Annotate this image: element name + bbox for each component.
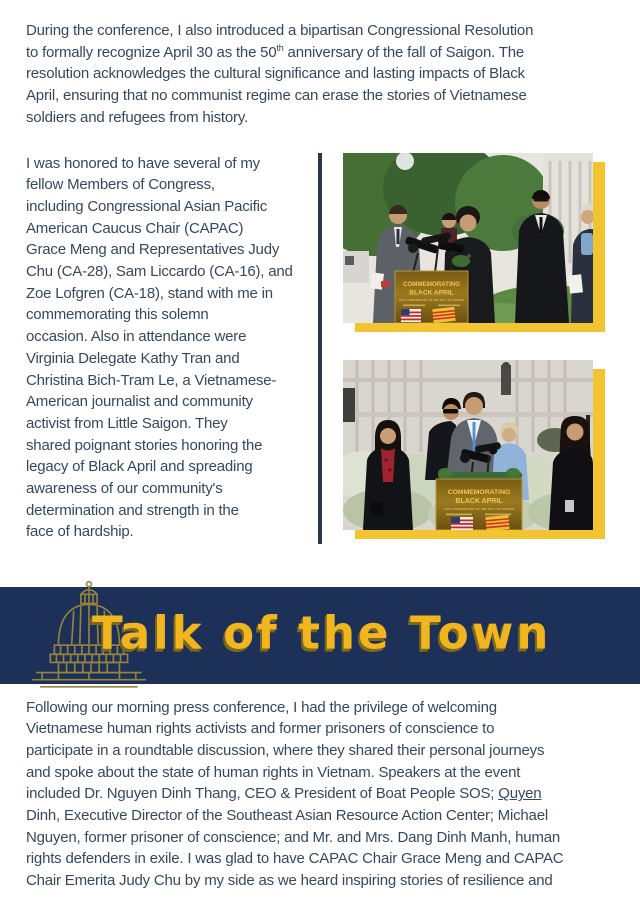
us-flag-icon xyxy=(401,309,421,322)
press-conference-photo-1 xyxy=(343,153,593,323)
outro-paragraph xyxy=(0,684,640,892)
svg-text:BLACK APRIL: BLACK APRIL xyxy=(409,289,454,297)
text-line: American journalist and community xyxy=(26,393,253,411)
text-line: Zoe Lofgren (CA-18), stand with me in xyxy=(26,284,273,302)
svg-text:COMMEMORATING: COMMEMORATING xyxy=(403,280,460,288)
intro-paragraph xyxy=(0,0,640,129)
text-line: shared poignant stories honoring the xyxy=(26,436,263,454)
text-line: commemorating this solemn xyxy=(26,306,209,324)
text-line: Grace Meng and Representatives Judy xyxy=(26,241,280,259)
podium-sign xyxy=(395,271,468,323)
text-line: soldiers and refugees from history. xyxy=(26,108,248,126)
text-line: to formally recognize April 30 as the 50th anniversary of the fall of Saigon. The xyxy=(26,42,524,61)
photo-press-conference-1 xyxy=(343,153,593,323)
text-line: and spoke about the state of human rights in Vietnam. Speakers at the event xyxy=(26,763,521,781)
svg-text:BLACK APRIL: BLACK APRIL xyxy=(455,497,503,505)
text-line: During the conference, I also introduced a bipartisan Congressional Resolution xyxy=(26,22,534,39)
text-line: participate in a roundtable discussion, where they shared their personal journeys xyxy=(26,741,545,759)
text-line: determination and strength in the xyxy=(26,501,239,519)
text-line: legacy of Black April and spreading xyxy=(26,458,253,476)
text-line: April, ensuring that no communist regime can erase the stories of Vietnamese xyxy=(26,87,527,105)
text-line: Chair Emerita Judy Chu by my side as we heard inspiring stories of resilience and xyxy=(26,872,553,890)
svg-text:50TH ANNIVERSARY OF THE FALL O: 50TH ANNIVERSARY OF THE FALL OF SAIGON xyxy=(398,297,465,302)
text-line: American Caucus Chair (CAPAC) xyxy=(26,219,244,237)
talk-of-the-town-banner xyxy=(0,587,640,684)
text-line: Christina Bich-Tram Le, a Vietnamese- xyxy=(26,371,277,389)
us-flag-icon xyxy=(451,517,473,530)
podium-sign xyxy=(436,479,522,530)
left-text-column xyxy=(26,153,314,544)
photo-column xyxy=(343,153,593,530)
svg-text:50TH ANNIVERSARY OF THE FALL O: 50TH ANNIVERSARY OF THE FALL OF SAIGON xyxy=(444,506,514,511)
text-line: Virginia Delegate Kathy Tran and xyxy=(26,349,240,367)
south-vietnam-flag-icon xyxy=(485,514,509,529)
text-line: Nguyen, former prisoner of conscience; and Mr. and Mrs. Dang Dinh Manh, human xyxy=(26,828,561,846)
text-line: fellow Members of Congress, xyxy=(26,176,215,194)
text-line: awareness of our community's xyxy=(26,480,223,498)
text-line: Vietnamese human rights activists and former prisoners of conscience to xyxy=(26,720,495,738)
press-conference-photo-2 xyxy=(343,360,593,530)
text-line: I was honored to have several of my xyxy=(26,154,260,172)
text-line: rights defenders in exile. I was glad to have CAPAC Chair Grace Meng and CAPAC xyxy=(26,850,564,868)
text-line: resolution acknowledges the cultural significance and lasting impacts of Black xyxy=(26,65,525,83)
text-line: Following our morning press conference, I had the privilege of welcoming xyxy=(26,698,497,716)
svg-text:COMMEMORATING: COMMEMORATING xyxy=(447,488,511,496)
vertical-divider xyxy=(318,153,322,544)
photo-press-conference-2 xyxy=(343,360,593,530)
text-line: included Dr. Nguyen Dinh Thang, CEO & President of Boat People SOS; Quyen xyxy=(26,785,542,803)
text-line: face of hardship. xyxy=(26,523,134,541)
quyen-dinh-link[interactable]: Quyen xyxy=(498,785,542,803)
superscript-th: th xyxy=(276,42,284,53)
south-vietnam-flag-icon xyxy=(432,306,455,322)
text-line: Dinh, Executive Director of the Southeast Asian Resource Action Center; Michael xyxy=(26,807,548,825)
text-line: Chu (CA-28), Sam Liccardo (CA-16), and xyxy=(26,263,293,281)
section-title: Talk of the Town xyxy=(92,606,552,660)
text-line: activist from Little Saigon. They xyxy=(26,414,228,432)
two-column-section xyxy=(0,153,640,545)
text-line: occasion. Also in attendance were xyxy=(26,328,247,346)
text-line: including Congressional Asian Pacific xyxy=(26,197,268,215)
